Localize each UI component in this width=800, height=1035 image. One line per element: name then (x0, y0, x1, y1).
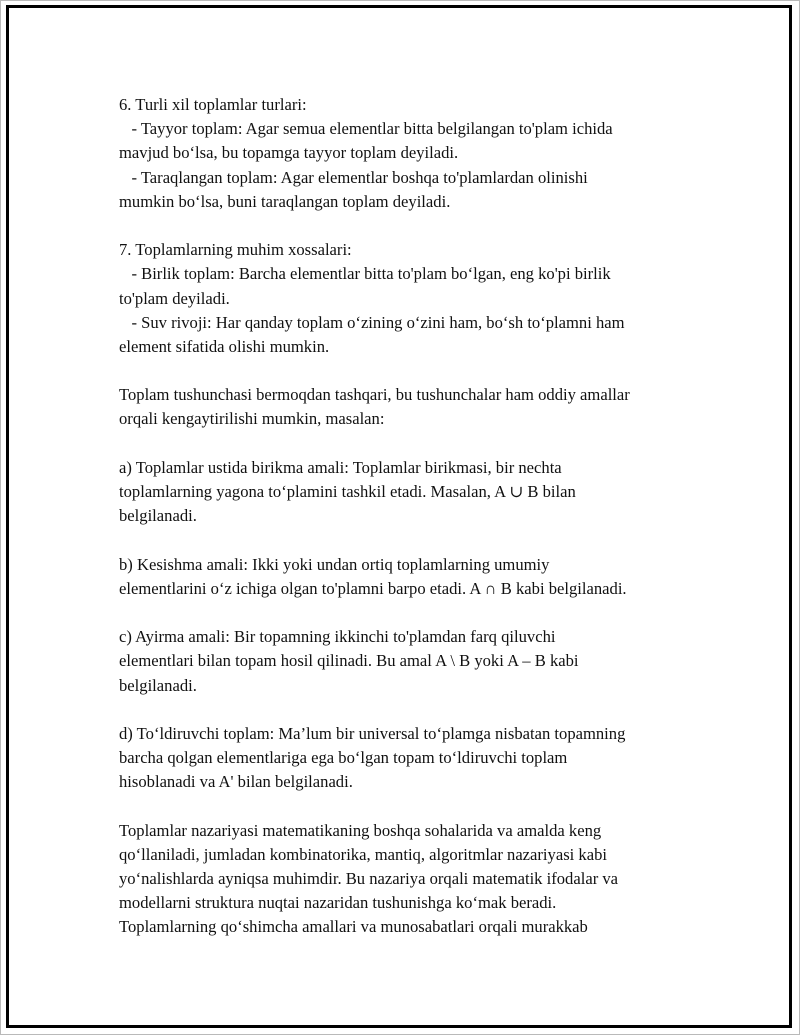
paragraph-gap (119, 359, 699, 383)
text-line: - Taraqlangan toplam: Agar elementlar boshqa to'plamlardan olinishi (119, 167, 588, 187)
text-line: modellarni struktura nuqtai nazaridan tushunishga ko‘mak beradi. (119, 893, 557, 913)
text-line: - Tayyor toplam: Agar semua elementlar bitta belgilangan to'plam ichida (119, 119, 613, 139)
text-line: Toplamlar nazariyasi matematikaning boshqa sohalarida va amalda keng (119, 820, 602, 840)
text-line: orqali kengaytirilishi mumkin, masalan: (119, 409, 385, 429)
paragraph-gap (119, 214, 699, 238)
paragraph (119, 625, 699, 698)
paragraph-gap (119, 601, 699, 625)
text-line: 7. Toplamlarning muhim xossalari: (119, 240, 352, 260)
text-line: to'plam deyiladi. (119, 288, 230, 308)
text-line: Toplam tushunchasi bermoqdan tashqari, bu tushunchalar ham oddiy amallar (119, 385, 630, 405)
paragraph-gap (119, 528, 699, 552)
text-line: belgilanadi. (119, 675, 197, 695)
document-body (119, 93, 699, 940)
paragraph (119, 238, 699, 359)
text-line: elementlari bilan topam hosil qilinadi. Bu amal A \ B yoki A – B kabi (119, 651, 579, 671)
text-line: b) Kesishma amali: Ikki yoki undan ortiq toplamlarning umumiy (119, 554, 550, 574)
text-line: toplamlarning yagona to‘plamini tashkil etadi. Masalan, A ∪ B bilan (119, 482, 576, 501)
paragraph (119, 722, 699, 795)
text-line: c) Ayirma amali: Bir topamning ikkinchi to'plamdan farq qiluvchi (119, 627, 556, 647)
paragraph-gap (119, 698, 699, 722)
text-line: mavjud bo‘lsa, bu topamga tayyor toplam deyiladi. (119, 143, 459, 163)
paragraph (119, 93, 699, 214)
paragraph-gap (119, 432, 699, 456)
paragraph (119, 553, 699, 601)
text-line: a) Toplamlar ustida birikma amali: Toplamlar birikmasi, bir nechta (119, 457, 562, 477)
text-line: hisoblanadi va A' bilan belgilanadi. (119, 772, 353, 792)
text-line: - Suv rivoji: Har qanday toplam o‘zining o‘zini ham, bo‘sh to‘plamni ham (119, 312, 625, 332)
paragraph (119, 819, 699, 940)
text-line: 6. Turli xil toplamlar turlari: (119, 95, 307, 114)
text-line: mumkin bo‘lsa, buni taraqlangan toplam deyiladi. (119, 191, 451, 211)
paragraph-gap (119, 794, 699, 818)
text-line: belgilanadi. (119, 506, 197, 526)
text-line: qo‘llaniladi, jumladan kombinatorika, mantiq, algoritmlar nazariyasi kabi (119, 844, 607, 864)
text-line: yo‘nalishlarda ayniqsa muhimdir. Bu nazariya orqali matematik ifodalar va (119, 869, 619, 888)
text-line: barcha qolgan elementlariga ega bo‘lgan topam to‘ldiruvchi toplam (119, 748, 568, 768)
text-line: - Birlik toplam: Barcha elementlar bitta to'plam bo‘lgan, eng ko'pi birlik (119, 264, 611, 284)
text-line: d) To‘ldiruvchi toplam: Ma’lum bir universal to‘plamga nisbatan topamning (119, 723, 626, 743)
text-line: element sifatida olishi mumkin. (119, 336, 330, 356)
text-line: Toplamlarning qo‘shimcha amallari va munosabatlari orqali murakkab (119, 917, 588, 937)
text-line: elementlarini o‘z ichiga olgan to'plamni barpo etadi. A ∩ B kabi belgilanadi. (119, 578, 627, 598)
paragraph (119, 456, 699, 529)
paragraph (119, 383, 699, 431)
